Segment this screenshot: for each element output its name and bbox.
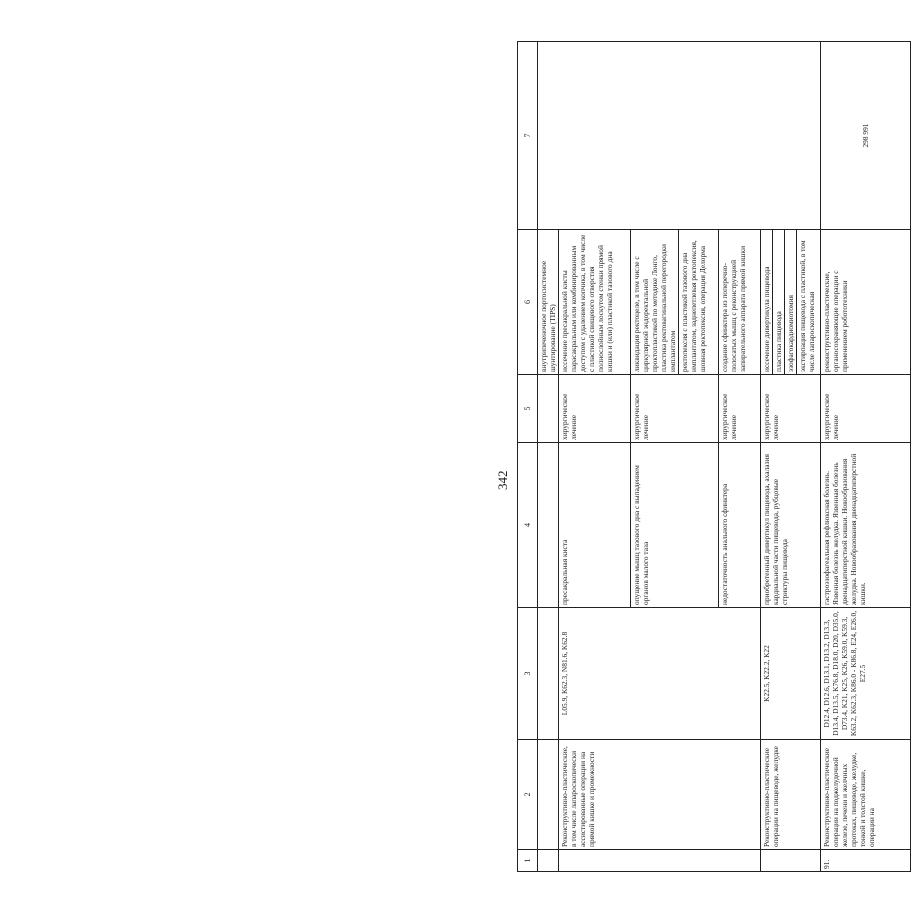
method-cell: иссечение пресакральной кисты парасакральным или комбинированным доступом с удалением копчика, в том числе с пластикой свищевого отверстия полнослойным лоскутом стенки прямой кишки и (или) пластикой тазового дна [559,230,631,375]
cost-cell-continued [538,42,821,230]
diagnosis-cell: пресакральная киста [559,443,631,608]
header-cell: 1 [518,850,538,872]
cost-cell: 298 991 [821,42,911,230]
icd-codes-cell: L05.9, K62.3, N81.6, K62.8 [559,608,761,740]
medical-care-table [517,41,911,872]
method-cell: экстирпация пищевода с пластикой, в том числе лапароскопическая [797,230,821,375]
treatment-type-cell: хирургическое лечение [761,375,821,443]
icd-codes-cell: K22.5, K22.2, K22 [761,608,821,740]
table-row [821,42,911,872]
rotated-page-content [493,42,913,872]
method-cell: иссечение дивертикула пищевода [761,230,773,375]
table-row [538,42,559,872]
treatment-type-cell: хирургическое лечение [821,375,911,443]
operation-name-cell: Реконструктивно-пластические операции на поджелудочной железе, печени и желчных протоках, пищеводе, желудке, тонкой и толстой кишке, операции на [821,740,911,850]
method-cell: создание сфинктера из поперечно-полосатых мышц с реконструкцией запирательного аппарата прямой кишки [719,230,761,375]
operation-name-cell: Реконструктивно-пластические операции на пищеводе, желудке [761,740,821,850]
treatment-type-cell: хирургическое лечение [719,375,761,443]
method-cell: реконструктивно-пластические, органосохраняющие операции с применением робототехники [821,230,911,375]
header-cell: 6 [518,230,538,375]
method-cell: ректопексия с пластикой тазового дна имплантатом, заднепетлевая ректопексия, шовная ректопексия, операция Делорма [679,230,719,375]
method-cell: пластика пищевода [773,230,785,375]
method-cell: внутрипеченочное портосистемное шунтирование (TIPS) [538,230,559,375]
treatment-type-cell: хирургическое лечение [559,375,631,443]
table-header-row [518,42,538,872]
icd-codes-cell: D12.4, D12.6, D13.1, D13.2, D13.3, D13.4, D13.5, K76.8, D18.0, D20, D35.0, D73.4, K21, K25, K26, K59.0, K59.3, K63.2, K62.3, K86.0 - K86.8, E24, E26.0, E27.5 [821,608,911,740]
method-cell: эзофагокардиомиотомия [785,230,797,375]
diagnosis-cell: приобретенный дивертикул пищевода, ахалазия кардиальной части пищевода, рубцовые стриктуры пищевода [761,443,821,608]
diagnosis-cell: опущение мышц тазового дна с выпадением органов малого таза [631,443,719,608]
number-cell [761,850,821,872]
operation-name-cell: Реконструктивно-пластические, в том числе лапароскопически ассистированные операции на прямой кишке и промежности [559,740,761,850]
header-cell: 2 [518,740,538,850]
method-cell: ликвидация ректоцеле, в том числе с циркулярной эндоректальной проктопластикой по методике Лонго, пластика ректовагинальной перегородки имплантатом [631,230,679,375]
page-number: 342 [495,470,510,490]
header-cell: 7 [518,42,538,230]
number-cell [559,850,761,872]
diagnosis-cell: недостаточность анального сфинктера [719,443,761,608]
number-cell: 91. [821,850,911,872]
diagnosis-cell: гастроэзофагеальная рефлюксная болезнь. Язвенная болезнь желудка. Язвенная болезнь двенадцатиперстной кишки. Новообразования желудка. Новообразования двенадцатиперстной кишки. [821,443,911,608]
treatment-type-cell: хирургическое лечение [631,375,719,443]
header-cell: 5 [518,375,538,443]
header-cell: 3 [518,608,538,740]
header-cell: 4 [518,443,538,608]
